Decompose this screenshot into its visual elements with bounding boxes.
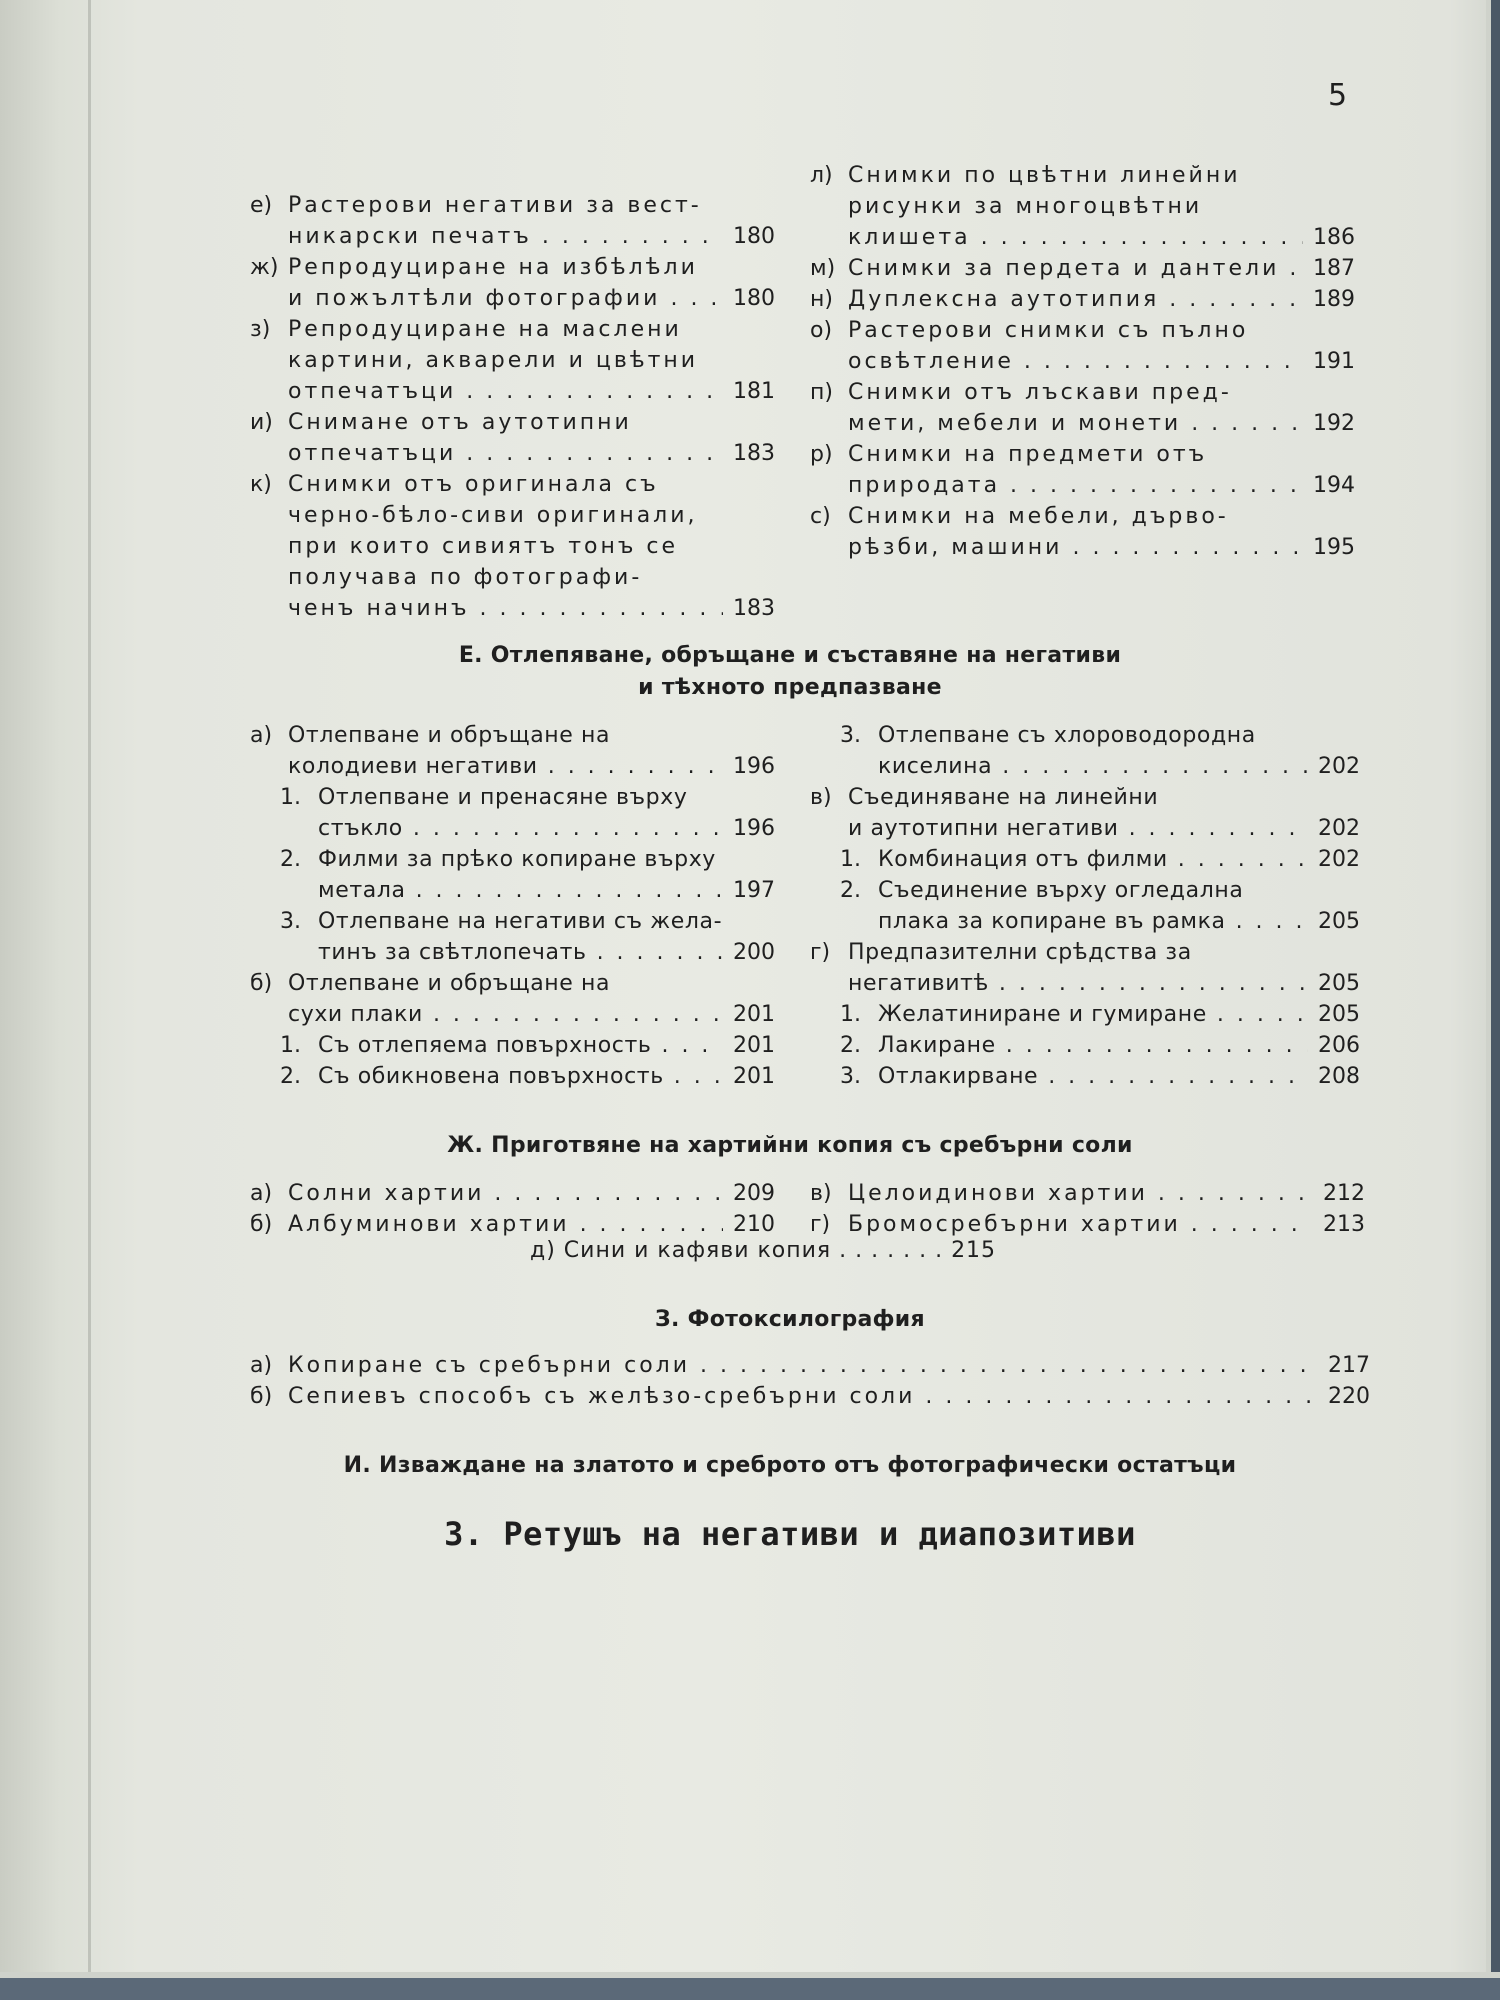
entry-mark: б) bbox=[250, 1212, 273, 1237]
entry-page: 213 bbox=[1323, 1212, 1365, 1237]
toc-column-d-left bbox=[250, 190, 775, 624]
entry-text: Солни хартии bbox=[288, 1181, 485, 1206]
entry-mark: 3. bbox=[840, 723, 861, 748]
entry-text: Комбинация отъ филми bbox=[878, 847, 1168, 872]
toc-entry bbox=[250, 1030, 775, 1061]
entry-page: 195 bbox=[1313, 535, 1355, 560]
entry-leader bbox=[878, 844, 1308, 875]
entry-mark: м) bbox=[810, 256, 836, 281]
entry-text: Снимки по цвѣтни линейни bbox=[848, 163, 1241, 188]
toc-entry-line bbox=[810, 160, 1355, 191]
entry-page: 196 bbox=[733, 754, 775, 779]
entry-mark: и) bbox=[250, 410, 273, 435]
entry-page: 202 bbox=[1318, 847, 1360, 872]
toc-entry-line bbox=[810, 720, 1360, 751]
toc-entry-line bbox=[810, 408, 1355, 439]
entry-text: тинъ за свѣтлопечать bbox=[318, 940, 587, 965]
toc-column-e-right bbox=[810, 720, 1360, 1092]
entry-leader bbox=[288, 376, 723, 407]
entry-page: 202 bbox=[1318, 816, 1360, 841]
entry-text: стъкло bbox=[318, 816, 403, 841]
section-heading-z-text: З. Фотоксилография bbox=[655, 1307, 925, 1332]
entry-text: киселина bbox=[878, 754, 993, 779]
entry-text: Целоидинови хартии bbox=[848, 1181, 1148, 1206]
entry-mark: б) bbox=[250, 971, 273, 996]
entry-text: Отлепване на негативи съ жела- bbox=[318, 909, 723, 934]
entry-page: 209 bbox=[733, 1181, 775, 1206]
entry-text: и аутотипни негативи bbox=[848, 816, 1119, 841]
toc-entry bbox=[810, 844, 1360, 875]
entry-text: плака за копиране въ рамка bbox=[878, 909, 1226, 934]
entry-leader bbox=[288, 593, 723, 624]
background-edge-right bbox=[1486, 0, 1500, 2000]
toc-entry-line bbox=[250, 999, 775, 1030]
entry-mark: 1. bbox=[840, 1002, 861, 1027]
entry-text: Албуминови хартии bbox=[288, 1212, 570, 1237]
toc-entry bbox=[250, 906, 775, 968]
toc-entry bbox=[250, 1209, 775, 1240]
entry-text: Снимки отъ оригинала съ bbox=[288, 472, 659, 497]
toc-entry-line bbox=[810, 968, 1360, 999]
entry-text: Снимки на предмети отъ bbox=[848, 442, 1208, 467]
toc-entry-line bbox=[810, 906, 1360, 937]
section-heading-i bbox=[200, 1450, 1380, 1482]
toc-entry-line bbox=[250, 1030, 775, 1061]
toc-entry bbox=[810, 160, 1355, 253]
toc-entry-line bbox=[250, 345, 775, 376]
toc-entry bbox=[810, 253, 1355, 284]
entry-text: Съединение върху огледална bbox=[878, 878, 1244, 903]
toc-entry bbox=[250, 1381, 1370, 1412]
entry-text: при които сивиятъ тонъ се bbox=[288, 534, 679, 559]
entry-text: Предпазителни срѣдства за bbox=[848, 940, 1192, 965]
toc-column-d-right bbox=[810, 160, 1355, 563]
entry-page: 192 bbox=[1313, 411, 1355, 436]
toc-entry-line bbox=[810, 470, 1355, 501]
section-heading-zh-text: Ж. Приготвяне на хартийни копия съ сребърни соли bbox=[447, 1133, 1133, 1158]
entry-text: колодиеви негативи bbox=[288, 754, 538, 779]
entry-text: получава по фотографи- bbox=[288, 565, 643, 590]
toc-entry bbox=[250, 1178, 775, 1209]
entry-mark: 3. bbox=[840, 1064, 861, 1089]
entry-text: Лакиране bbox=[878, 1033, 996, 1058]
toc-entry-line bbox=[250, 937, 775, 968]
toc-entry-line bbox=[810, 253, 1355, 284]
toc-entry-line bbox=[250, 1381, 1370, 1412]
toc-entry-line bbox=[250, 1061, 775, 1092]
entry-text: Отлепване и обръщане на bbox=[288, 971, 611, 996]
entry-page: 212 bbox=[1323, 1181, 1365, 1206]
toc-entry-line bbox=[250, 593, 775, 624]
entry-leader bbox=[288, 1178, 723, 1209]
entry-page: 197 bbox=[733, 878, 775, 903]
toc-entry-line bbox=[250, 1209, 775, 1240]
toc-entry-line bbox=[810, 346, 1355, 377]
toc-entry-line bbox=[250, 751, 775, 782]
entry-page: 186 bbox=[1313, 225, 1355, 250]
entry-text: Филми за прѣко копиране върху bbox=[318, 847, 716, 872]
entry-leader bbox=[848, 1209, 1313, 1240]
toc-entry-line bbox=[250, 813, 775, 844]
toc-entry bbox=[810, 999, 1360, 1030]
section-heading-z bbox=[200, 1304, 1380, 1336]
toc-entry bbox=[810, 377, 1355, 439]
entry-text: Растерови негативи за вест- bbox=[288, 193, 702, 218]
entry-text: сухи плаки bbox=[288, 1002, 423, 1027]
toc-entry-line bbox=[250, 469, 775, 500]
entry-mark: р) bbox=[810, 442, 833, 467]
entry-text: Отлакирване bbox=[878, 1064, 1039, 1089]
entry-mark: л) bbox=[810, 163, 833, 188]
toc-column-zh-left bbox=[250, 1178, 775, 1240]
entry-text: Отлепване и обръщане на bbox=[288, 723, 611, 748]
entry-page: 180 bbox=[733, 224, 775, 249]
toc-entry-zh-d bbox=[530, 1238, 996, 1263]
toc-entry-line bbox=[810, 1030, 1360, 1061]
entry-mark: 2. bbox=[840, 878, 861, 903]
entry-page: 196 bbox=[733, 816, 775, 841]
toc-entry bbox=[810, 1061, 1360, 1092]
toc-entry-line bbox=[810, 377, 1355, 408]
entry-leader bbox=[878, 751, 1308, 782]
entry-leader bbox=[848, 284, 1303, 315]
entry-leader bbox=[848, 1178, 1313, 1209]
background-edge-bottom bbox=[0, 1972, 1500, 2000]
toc-entry-line bbox=[250, 968, 775, 999]
entry-page: 201 bbox=[733, 1002, 775, 1027]
entry-page: 187 bbox=[1313, 256, 1355, 281]
toc-entry-line bbox=[250, 875, 775, 906]
entry-page: 220 bbox=[1328, 1384, 1370, 1409]
entry-mark: в) bbox=[810, 785, 832, 810]
toc-entry-line bbox=[250, 438, 775, 469]
entry-leader bbox=[318, 937, 723, 968]
entry-text: Снимки на мебели, дърво- bbox=[848, 504, 1229, 529]
toc-entry-line bbox=[810, 751, 1360, 782]
entry-leader bbox=[878, 906, 1308, 937]
entry-text: клишета bbox=[848, 225, 971, 250]
toc-entry bbox=[250, 314, 775, 407]
entry-text: природата bbox=[848, 473, 1001, 498]
toc-entry-line bbox=[810, 315, 1355, 346]
toc-entry-line bbox=[810, 1209, 1365, 1240]
toc-entry bbox=[250, 469, 775, 624]
entry-leader bbox=[848, 532, 1303, 563]
entry-text: Съ обикновена повърхность bbox=[318, 1064, 664, 1089]
entry-leader bbox=[848, 470, 1303, 501]
toc-entry-line bbox=[250, 906, 775, 937]
toc-entry bbox=[810, 439, 1355, 501]
toc-entry-line bbox=[250, 1178, 775, 1209]
toc-entry-line bbox=[810, 439, 1355, 470]
entry-leader bbox=[878, 1030, 1308, 1061]
toc-column-zh-right bbox=[810, 1178, 1365, 1240]
entry-page: 205 bbox=[1318, 971, 1360, 996]
entry-leader bbox=[288, 751, 723, 782]
entry-leader bbox=[848, 408, 1303, 439]
entry-page: 194 bbox=[1313, 473, 1355, 498]
toc-entry-line bbox=[250, 376, 775, 407]
entry-page: 201 bbox=[733, 1064, 775, 1089]
entry-mark: а) bbox=[250, 1181, 273, 1206]
entry-leader bbox=[848, 346, 1303, 377]
entry-text: мети, мебели и монети bbox=[848, 411, 1182, 436]
toc-entry-line bbox=[250, 314, 775, 345]
entry-mark: б) bbox=[250, 1384, 273, 1409]
toc-entry bbox=[250, 844, 775, 906]
section-heading-zh bbox=[200, 1130, 1380, 1162]
entry-mark: з) bbox=[250, 317, 271, 342]
entry-page: 215 bbox=[951, 1238, 997, 1263]
entry-text: и пожълтѣли фотографии bbox=[288, 286, 661, 311]
entry-leader bbox=[288, 283, 723, 314]
entry-leader bbox=[288, 1381, 1318, 1412]
toc-entry-line bbox=[250, 190, 775, 221]
toc-entry-line bbox=[250, 283, 775, 314]
toc-entry bbox=[250, 190, 775, 252]
entry-text: Отлепване и пренасяне върху bbox=[318, 785, 688, 810]
entry-mark: 2. bbox=[280, 847, 301, 872]
toc-entry bbox=[250, 968, 775, 1030]
entry-text: Снимки отъ лъскави пред- bbox=[848, 380, 1232, 405]
toc-entry-line bbox=[810, 782, 1360, 813]
toc-entry-line bbox=[810, 875, 1360, 906]
entry-text: отпечатъци bbox=[288, 441, 457, 466]
entry-page: 208 bbox=[1318, 1064, 1360, 1089]
entry-text: Съ отлепяема повърхность bbox=[318, 1033, 652, 1058]
entry-mark: а) bbox=[250, 1353, 273, 1378]
toc-entry bbox=[810, 875, 1360, 937]
entry-mark: к) bbox=[250, 472, 272, 497]
toc-entry-line bbox=[810, 532, 1355, 563]
entry-leader bbox=[848, 968, 1308, 999]
entry-leader bbox=[318, 1061, 723, 1092]
entry-text: Снимане отъ аутотипни bbox=[288, 410, 632, 435]
entry-mark: е) bbox=[250, 193, 273, 218]
section-heading-e bbox=[200, 640, 1380, 704]
toc-entry-line bbox=[810, 501, 1355, 532]
toc-entry-line bbox=[810, 284, 1355, 315]
entry-text: Растерови снимки съ пълно bbox=[848, 318, 1249, 343]
entry-mark: г) bbox=[810, 940, 831, 965]
entry-page: 200 bbox=[733, 940, 775, 965]
entry-mark: а) bbox=[250, 723, 273, 748]
entry-leader bbox=[318, 1030, 723, 1061]
toc-entry bbox=[810, 937, 1360, 999]
toc-entry-line bbox=[250, 844, 775, 875]
entry-leader bbox=[878, 999, 1308, 1030]
entry-mark: 1. bbox=[280, 785, 301, 810]
toc-entry-line bbox=[250, 407, 775, 438]
entry-text: Дуплексна аутотипия bbox=[848, 287, 1160, 312]
entry-text: Желатиниране и гумиране bbox=[878, 1002, 1207, 1027]
toc-entry bbox=[810, 315, 1355, 377]
entry-mark: 2. bbox=[840, 1033, 861, 1058]
entry-leader bbox=[318, 813, 723, 844]
entry-mark: 1. bbox=[840, 847, 861, 872]
section-heading-e-line1: Е. Отлепяване, обръщане и съставяне на негативи bbox=[458, 643, 1122, 668]
toc-entry bbox=[250, 407, 775, 469]
entry-mark: п) bbox=[810, 380, 833, 405]
entry-text: негативитѣ bbox=[848, 971, 989, 996]
toc-entry-line bbox=[250, 252, 775, 283]
toc-entry-line bbox=[810, 1178, 1365, 1209]
entry-page: 180 bbox=[733, 286, 775, 311]
page-gutter bbox=[88, 0, 91, 2000]
entry-text: Копиране съ сребърни соли bbox=[288, 1353, 691, 1378]
section-heading-i-text: И. Изваждане на златото и среброто отъ фотографически остатъци bbox=[343, 1453, 1237, 1478]
toc-entry-line bbox=[810, 999, 1360, 1030]
entry-mark: д) bbox=[530, 1238, 556, 1263]
entry-mark: 2. bbox=[280, 1064, 301, 1089]
entry-page: 217 bbox=[1328, 1353, 1370, 1378]
entry-page: 210 bbox=[733, 1212, 775, 1237]
toc-entry bbox=[810, 1178, 1365, 1209]
entry-text: метала bbox=[318, 878, 406, 903]
entry-text: черно-бѣло-сиви оригинали, bbox=[288, 503, 698, 528]
toc-entry bbox=[810, 782, 1360, 844]
toc-entry-line bbox=[810, 937, 1360, 968]
toc-entry-line bbox=[250, 531, 775, 562]
entry-text: ченъ начинъ bbox=[288, 596, 470, 621]
toc-entry-line bbox=[810, 1061, 1360, 1092]
toc-entry bbox=[810, 1030, 1360, 1061]
toc-entry-line bbox=[250, 1350, 1370, 1381]
entry-mark: 3. bbox=[280, 909, 301, 934]
toc-entry bbox=[810, 284, 1355, 315]
entry-mark: с) bbox=[810, 504, 831, 529]
entry-page: 205 bbox=[1318, 1002, 1360, 1027]
entry-leader bbox=[288, 999, 723, 1030]
entry-page: 183 bbox=[733, 441, 775, 466]
toc-entry bbox=[250, 1350, 1370, 1381]
toc-entry-line bbox=[810, 222, 1355, 253]
entry-page: 205 bbox=[1318, 909, 1360, 934]
entry-mark: в) bbox=[810, 1181, 832, 1206]
toc-entry-line bbox=[250, 500, 775, 531]
entry-leader: . . . . . . . bbox=[839, 1238, 952, 1263]
entry-page: 191 bbox=[1313, 349, 1355, 374]
entry-leader bbox=[848, 222, 1303, 253]
toc-column-z bbox=[250, 1350, 1370, 1412]
entry-text: Репродуциране на избѣлѣли bbox=[288, 255, 698, 280]
entry-mark: о) bbox=[810, 318, 833, 343]
toc-entry-line bbox=[250, 782, 775, 813]
toc-entry bbox=[250, 782, 775, 844]
toc-entry bbox=[250, 252, 775, 314]
entry-leader bbox=[288, 438, 723, 469]
entry-leader bbox=[848, 253, 1303, 284]
entry-text: рѣзби, машини bbox=[848, 535, 1063, 560]
entry-page: 181 bbox=[733, 379, 775, 404]
entry-page: 183 bbox=[733, 596, 775, 621]
entry-text: Репродуциране на маслени bbox=[288, 317, 682, 342]
entry-text: Бромосребърни хартии bbox=[848, 1212, 1181, 1237]
chapter-heading-3: 3. Ретушъ на негативи и диапозитиви bbox=[444, 1515, 1136, 1553]
toc-entry-line bbox=[250, 221, 775, 252]
section-heading-e-line2: и тѣхното предпазване bbox=[638, 675, 942, 700]
entry-text: картини, акварели и цвѣтни bbox=[288, 348, 699, 373]
entry-leader bbox=[848, 813, 1308, 844]
toc-entry-line bbox=[250, 562, 775, 593]
entry-page: 206 bbox=[1318, 1033, 1360, 1058]
page-number: 5 bbox=[1328, 78, 1348, 113]
entry-page: 201 bbox=[733, 1033, 775, 1058]
entry-text: Сини и кафяви копия bbox=[563, 1238, 832, 1263]
entry-mark: 1. bbox=[280, 1033, 301, 1058]
toc-entry bbox=[810, 1209, 1365, 1240]
entry-mark: ж) bbox=[250, 255, 279, 280]
toc-entry bbox=[810, 501, 1355, 563]
toc-entry-line bbox=[810, 844, 1360, 875]
entry-leader bbox=[318, 875, 723, 906]
entry-leader bbox=[288, 221, 723, 252]
entry-page: 202 bbox=[1318, 754, 1360, 779]
entry-mark: г) bbox=[810, 1212, 831, 1237]
toc-entry bbox=[250, 1061, 775, 1092]
toc-entry bbox=[250, 720, 775, 782]
entry-mark: н) bbox=[810, 287, 833, 312]
entry-leader bbox=[288, 1350, 1318, 1381]
entry-page: 189 bbox=[1313, 287, 1355, 312]
entry-text: освѣтление bbox=[848, 349, 1014, 374]
toc-entry-line bbox=[250, 720, 775, 751]
toc-entry-line bbox=[810, 813, 1360, 844]
entry-text: никарски печатъ bbox=[288, 224, 532, 249]
entry-leader bbox=[288, 1209, 723, 1240]
entry-leader bbox=[878, 1061, 1308, 1092]
entry-text: Съединяване на линейни bbox=[848, 785, 1159, 810]
toc-column-e-left bbox=[250, 720, 775, 1092]
toc-entry-line bbox=[810, 191, 1355, 222]
toc-entry bbox=[810, 720, 1360, 782]
entry-text: отпечатъци bbox=[288, 379, 457, 404]
entry-text: Снимки за пердета и дантели bbox=[848, 256, 1280, 281]
entry-text: Сепиевъ способъ съ желѣзо-сребърни соли bbox=[288, 1384, 916, 1409]
entry-text: Отлепване съ хлороводородна bbox=[878, 723, 1256, 748]
entry-text: рисунки за многоцвѣтни bbox=[848, 194, 1203, 219]
